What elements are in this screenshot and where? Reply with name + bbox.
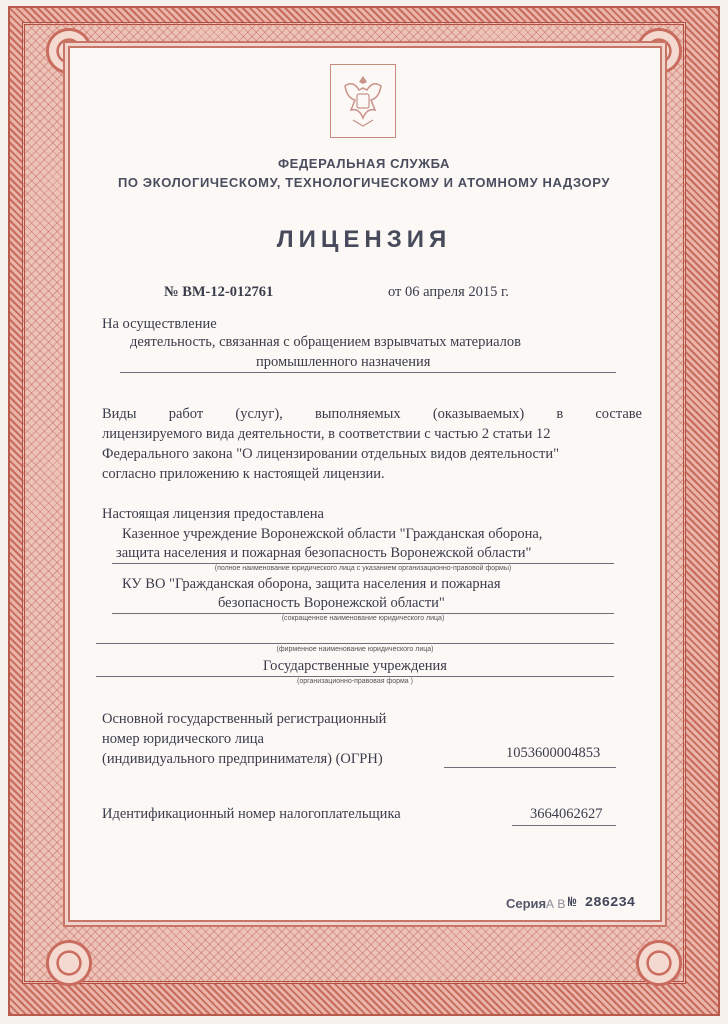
- eagle-icon: [335, 70, 391, 132]
- inn-label: Идентификационный номер налогоплательщика: [102, 806, 401, 822]
- licensee-short-name-line1: КУ ВО "Гражданская оборона, защита населения и пожарная: [122, 576, 501, 592]
- brand-name-underline: [96, 643, 614, 644]
- ogrn-label-line2: номер юридического лица: [102, 731, 264, 747]
- activity-underline: [120, 372, 616, 373]
- brand-name-caption: (фирменное наименование юридического лица): [276, 646, 434, 653]
- works-line3: Федерального закона "О лицензировании отдельных видов деятельности": [102, 446, 560, 462]
- org-form-underline: [96, 676, 614, 677]
- works-word: работ: [168, 406, 204, 422]
- works-line4: согласно приложению к настоящей лицензии.: [102, 466, 385, 482]
- license-date: от 06 апреля 2015 г.: [388, 284, 509, 300]
- works-word: составе: [595, 406, 642, 422]
- licensee-label: Настоящая лицензия предоставлена: [102, 506, 324, 522]
- works-line2: лицензируемого вида деятельности, в соответствии с частью 2 статьи 12: [102, 426, 551, 442]
- full-name-underline: [112, 563, 614, 564]
- series-letters: А В: [546, 897, 566, 911]
- series-label: Серия: [506, 896, 547, 911]
- licensee-full-name-line2: защита населения и пожарная безопасность Воронежской области": [116, 545, 532, 561]
- agency-name-line1: ФЕДЕРАЛЬНАЯ СЛУЖБА: [277, 156, 451, 171]
- works-word: в: [556, 406, 564, 422]
- ogrn-value: 1053600004853: [506, 745, 601, 761]
- corner-ornament: [624, 928, 694, 998]
- works-word: выполняемых: [314, 406, 401, 422]
- licensee-short-name-line2: безопасность Воронежской области": [218, 595, 445, 611]
- document-title: ЛИЦЕНЗИЯ: [276, 226, 452, 253]
- ogrn-label-line1: Основной государственный регистрационный: [102, 711, 387, 727]
- license-number: № ВМ-12-012761: [164, 284, 274, 300]
- coat-of-arms-emblem: [330, 64, 396, 138]
- works-word: (услуг),: [235, 406, 283, 422]
- works-word: (оказываемых): [432, 406, 525, 422]
- works-line1: [102, 406, 642, 423]
- activity-label: На осуществление: [102, 316, 217, 332]
- inn-underline: [512, 825, 616, 826]
- series-number: № 286234: [568, 895, 636, 911]
- ogrn-underline: [444, 767, 616, 768]
- licensee-full-name-line1: Казенное учреждение Воронежской области "Гражданская оборона,: [122, 526, 543, 542]
- corner-ornament: [34, 928, 104, 998]
- works-word: Виды: [102, 406, 137, 422]
- activity-value-line1: деятельность, связанная с обращением взрывчатых материалов: [130, 334, 521, 350]
- org-form-value: Государственные учреждения: [263, 658, 447, 674]
- full-name-caption: (полное наименование юридического лица с указанием организационно-правовой формы): [214, 565, 512, 572]
- ogrn-label-line3: (индивидуального предпринимателя) (ОГРН): [102, 751, 383, 767]
- agency-name-line2: ПО ЭКОЛОГИЧЕСКОМУ, ТЕХНОЛОГИЧЕСКОМУ И АТОМНОМУ НАДЗОРУ: [117, 175, 611, 190]
- short-name-caption: (сокращенное наименование юридического лица): [281, 615, 445, 622]
- short-name-underline: [112, 613, 614, 614]
- org-form-caption: (организационно-правовая форма ): [297, 678, 413, 685]
- inn-value: 3664062627: [530, 806, 603, 822]
- activity-value-line2: промышленного назначения: [256, 354, 431, 370]
